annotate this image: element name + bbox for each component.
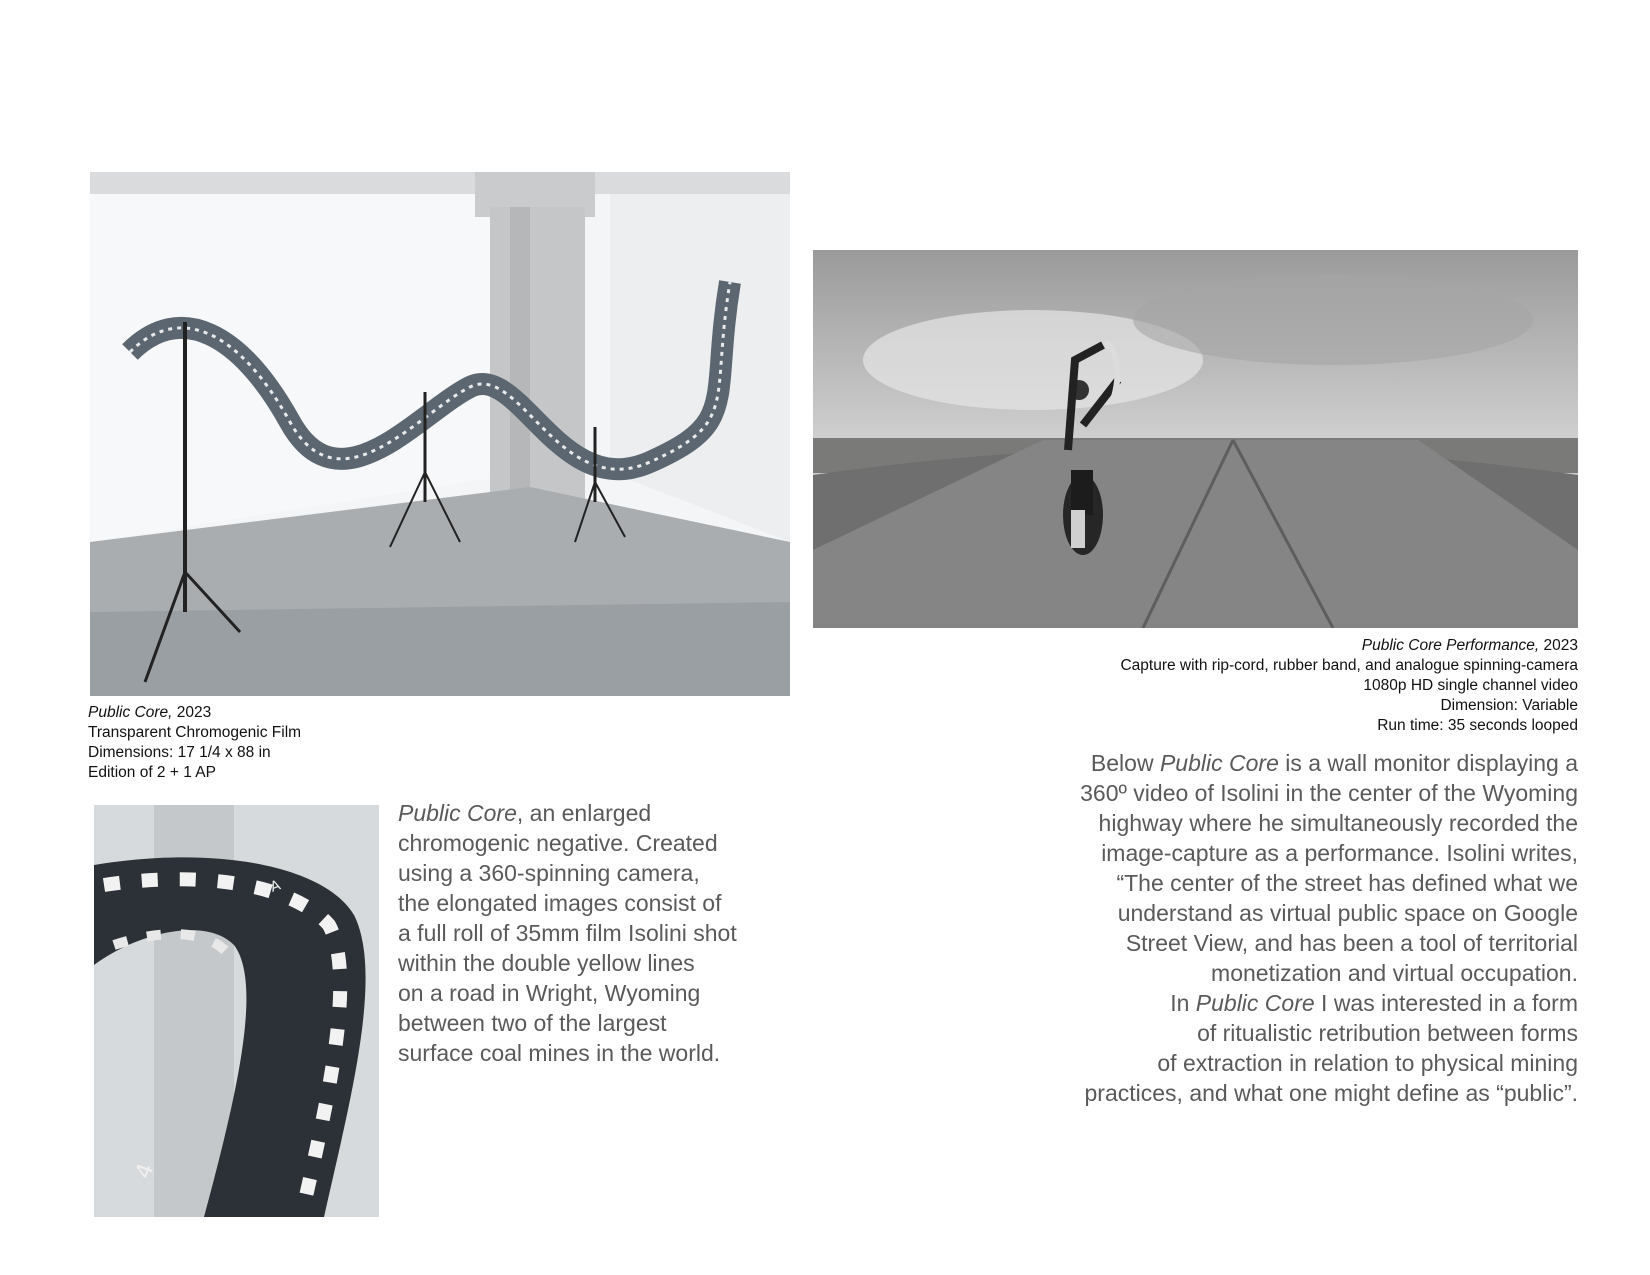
right-line-1-pre: Below bbox=[1090, 750, 1160, 776]
performance-runtime: Run time: 35 seconds looped bbox=[1377, 717, 1578, 734]
left-line-7: on a road in Wright, Wyoming bbox=[398, 980, 701, 1006]
right-line-9-rest: I was interested in a form bbox=[1314, 990, 1578, 1016]
left-line-1-rest: , an enlarged bbox=[516, 800, 652, 826]
performance-year: 2023 bbox=[1539, 637, 1578, 654]
right-line-8: monetization and virtual occupation. bbox=[1211, 960, 1578, 986]
performance-still bbox=[813, 250, 1578, 628]
detail-photo bbox=[94, 805, 379, 1217]
installation-photo bbox=[90, 172, 790, 696]
installation-title-line bbox=[88, 703, 301, 723]
performance-format: 1080p HD single channel video bbox=[1363, 677, 1578, 694]
performance-dimension: Dimension: Variable bbox=[1440, 697, 1578, 714]
right-line-10: of ritualistic retribution between forms bbox=[1197, 1020, 1578, 1046]
installation-title: Public Core, bbox=[88, 704, 173, 721]
right-line-4: image-capture as a performance. Isolini writes, bbox=[1101, 840, 1578, 866]
right-line-1 bbox=[1080, 748, 1578, 778]
right-line-6: understand as virtual public space on Google bbox=[1117, 900, 1578, 926]
left-line-1 bbox=[398, 798, 737, 828]
right-line-7: Street View, and has been a tool of territorial bbox=[1125, 930, 1578, 956]
right-line-12: practices, and what one might define as “public”. bbox=[1084, 1080, 1578, 1106]
left-line-6: within the double yellow lines bbox=[398, 950, 695, 976]
installation-edition: Edition of 2 + 1 AP bbox=[88, 764, 216, 781]
left-line-2: chromogenic negative. Created bbox=[398, 830, 718, 856]
performance-medium: Capture with rip-cord, rubber band, and analogue spinning-camera bbox=[1120, 657, 1578, 674]
installation-year: 2023 bbox=[172, 704, 212, 721]
installation-dimensions: Dimensions: 17 1/4 x 88 in bbox=[88, 744, 271, 761]
performance-title: Public Core Performance, bbox=[1361, 637, 1540, 654]
left-title: Public Core bbox=[398, 800, 517, 826]
left-line-9: surface coal mines in the world. bbox=[398, 1040, 721, 1066]
performance-title-line bbox=[1120, 636, 1578, 656]
right-description bbox=[1080, 748, 1578, 1108]
left-line-8: between two of the largest bbox=[398, 1010, 667, 1036]
left-line-4: the elongated images consist of bbox=[398, 890, 722, 916]
right-line-9-pre: In bbox=[1170, 990, 1196, 1016]
performance-caption bbox=[1120, 636, 1578, 736]
right-line-2: 360º video of Isolini in the center of the Wyoming bbox=[1080, 780, 1578, 806]
left-line-5: a full roll of 35mm film Isolini shot bbox=[398, 920, 737, 946]
right-line-1-rest: is a wall monitor displaying a bbox=[1278, 750, 1578, 776]
right-line-3: highway where he simultaneously recorded the bbox=[1098, 810, 1578, 836]
left-description bbox=[398, 798, 737, 1068]
left-line-3: using a 360-spinning camera, bbox=[398, 860, 700, 886]
right-title: Public Core bbox=[1159, 750, 1279, 776]
installation-medium: Transparent Chromogenic Film bbox=[88, 724, 302, 741]
right-line-11: of extraction in relation to physical mining bbox=[1157, 1050, 1578, 1076]
right-title-2: Public Core bbox=[1195, 990, 1315, 1016]
right-line-5: “The center of the street has defined what we bbox=[1116, 870, 1578, 896]
svg-text:4: 4 bbox=[131, 1160, 160, 1183]
right-line-9 bbox=[1080, 988, 1578, 1018]
installation-caption bbox=[88, 703, 301, 783]
svg-text:4A: 4A bbox=[259, 877, 283, 899]
